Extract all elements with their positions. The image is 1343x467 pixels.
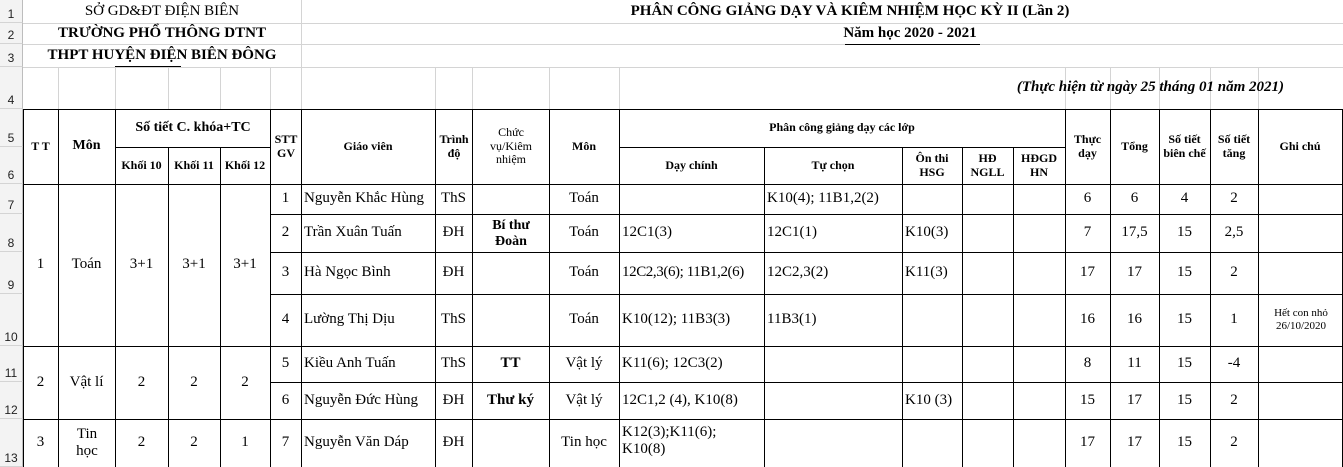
header-grade-11: Khối 11 <box>174 157 214 172</box>
teacher-total: 16 <box>1127 311 1142 328</box>
header-total: Tổng <box>1121 138 1148 153</box>
teacher-role: Bí thư Đoàn <box>492 217 530 249</box>
header-grade-12: Khối 12 <box>224 157 266 172</box>
teacher-staff: 15 <box>1177 434 1192 451</box>
row-header-3[interactable]: 3 <box>0 44 23 67</box>
teacher-extra: -4 <box>1227 355 1241 372</box>
teacher-stt: 7 <box>281 434 290 451</box>
teacher-actual: 6 <box>1083 190 1092 207</box>
teacher-name: Nguyễn Khắc Hùng <box>304 190 424 207</box>
group-grade-12: 3+1 <box>233 256 257 273</box>
teacher-stt: 1 <box>281 190 290 207</box>
row-header-11[interactable]: 11 <box>0 346 23 382</box>
org-line-2: TRƯỜNG PHỔ THÔNG DTNT <box>58 24 266 41</box>
teacher-gifted: K10(3) <box>905 224 949 241</box>
teacher-extra: 2 <box>1230 391 1238 408</box>
effective-date: (Thực hiện từ ngày 25 tháng 01 năm 2021) <box>1016 79 1284 96</box>
school-year: Năm học 2020 - 2021 <box>843 24 977 41</box>
header-degree: Trình độ <box>439 131 469 160</box>
teacher-stt: 3 <box>281 264 290 281</box>
teacher-gifted: K10 (3) <box>905 391 953 408</box>
teacher-main: 12C2,3(6); 11B1,2(6) <box>622 264 744 281</box>
teacher-staff: 15 <box>1177 391 1192 408</box>
org-line-1: SỞ GD&ĐT ĐIỆN BIÊN <box>84 3 240 20</box>
document-title: PHÂN CÔNG GIẢNG DẠY VÀ KIÊM NHIỆM HỌC KỲ II (Lần 2) <box>630 3 1070 20</box>
teacher-name: Trần Xuân Tuấn <box>304 224 402 241</box>
header-subject-2: Môn <box>572 138 596 153</box>
group-grade-10: 2 <box>137 373 146 390</box>
teacher-actual: 17 <box>1080 434 1095 451</box>
row-header-2[interactable]: 2 <box>0 23 23 44</box>
org-line-3: THPT HUYỆN ĐIỆN BIÊN ĐÔNG <box>47 46 277 63</box>
group-subject: Vật lí <box>69 373 104 390</box>
teacher-extra: 1 <box>1230 311 1238 328</box>
row-header-10[interactable]: 10 <box>0 294 23 346</box>
teacher-degree: ĐH <box>442 434 465 451</box>
header-subject: Môn <box>72 138 101 154</box>
teacher-main: K11(6); 12C3(2) <box>622 355 723 372</box>
header-gifted-review: Ôn thi HSG <box>915 150 949 179</box>
teacher-extra: 2,5 <box>1224 224 1244 241</box>
group-grade-10: 2 <box>137 434 146 451</box>
teacher-total: 11 <box>1127 355 1142 372</box>
row-header-8[interactable]: 8 <box>0 214 23 252</box>
header-assignment: Phân công giảng dạy các lớp <box>769 120 915 135</box>
teacher-subject: Toán <box>569 264 599 281</box>
teacher-subject: Tin học <box>561 434 607 451</box>
teacher-name: Lường Thị Dịu <box>304 311 395 328</box>
teacher-main: 12C1,2 (4), K10(8) <box>622 391 738 408</box>
teacher-staff: 15 <box>1177 224 1192 241</box>
teacher-staff: 15 <box>1177 311 1192 328</box>
teacher-degree: ThS <box>440 311 466 328</box>
teacher-note: Hết con nhỏ 26/10/2020 <box>1274 307 1328 332</box>
row-header-9[interactable]: 9 <box>0 252 23 294</box>
group-grade-11: 3+1 <box>182 256 206 273</box>
teacher-main: 12C1(3) <box>622 224 672 241</box>
teacher-degree: ThS <box>440 355 466 372</box>
teacher-actual: 8 <box>1083 355 1092 372</box>
group-tt: 2 <box>36 373 45 390</box>
teacher-name: Nguyễn Văn Dáp <box>304 434 409 451</box>
teacher-role: Thư ký <box>487 391 534 408</box>
teacher-elective: 12C2,3(2) <box>767 264 829 281</box>
teacher-main: K10(12); 11B3(3) <box>622 311 731 328</box>
header-main-teaching: Dạy chính <box>665 157 718 172</box>
teacher-subject: Toán <box>569 224 599 241</box>
teacher-subject: Toán <box>569 311 599 328</box>
teacher-subject: Vật lý <box>565 355 603 372</box>
header-tt: T T <box>31 138 50 153</box>
group-grade-12: 1 <box>241 434 249 451</box>
teacher-subject: Vật lý <box>565 391 603 408</box>
group-subject: Toán <box>71 256 102 273</box>
teacher-name: Kiều Anh Tuấn <box>304 355 396 372</box>
teacher-elective: 12C1(1) <box>767 224 817 241</box>
teacher-role: TT <box>500 355 521 372</box>
teacher-degree: ThS <box>440 190 466 207</box>
teacher-staff: 4 <box>1180 190 1189 207</box>
row-header-5[interactable]: 5 <box>0 109 23 147</box>
group-grade-10: 3+1 <box>129 256 154 273</box>
teacher-gifted: K11(3) <box>905 264 948 281</box>
teacher-stt: 4 <box>281 311 290 328</box>
org-underline <box>115 66 181 67</box>
teacher-extra: 2 <box>1230 190 1238 207</box>
group-grade-11: 2 <box>190 373 198 390</box>
teacher-extra: 2 <box>1230 434 1238 451</box>
header-actual-teaching: Thực dạy <box>1073 131 1102 160</box>
row-header-7[interactable]: 7 <box>0 184 23 214</box>
teacher-total: 6 <box>1130 190 1139 207</box>
group-tt: 1 <box>36 256 45 273</box>
header-note: Ghi chú <box>1279 138 1321 153</box>
teacher-total: 17,5 <box>1121 224 1148 241</box>
teacher-staff: 15 <box>1177 355 1192 372</box>
header-teacher-no: STT GV <box>274 131 298 160</box>
teacher-stt: 5 <box>281 355 290 372</box>
teacher-actual: 16 <box>1080 311 1095 328</box>
teacher-extra: 2 <box>1230 264 1238 281</box>
header-teacher: Giáo viên <box>343 138 393 153</box>
group-subject: Tin học <box>76 425 98 459</box>
school-year-underline <box>845 44 980 45</box>
group-grade-12: 2 <box>241 373 249 390</box>
row-header-1[interactable]: 1 <box>0 0 23 23</box>
teacher-name: Hà Ngọc Bình <box>304 264 391 281</box>
teacher-elective: K10(4); 11B1,2(2) <box>767 190 879 207</box>
teacher-actual: 7 <box>1083 224 1092 241</box>
teacher-elective: 11B3(1) <box>767 311 817 328</box>
teacher-actual: 17 <box>1080 264 1095 281</box>
row-header-12[interactable]: 12 <box>0 382 23 419</box>
teacher-main: K12(3);K11(6); K10(8) <box>622 424 717 458</box>
header-elective: Tự chọn <box>811 157 855 172</box>
header-grade-10: Khối 10 <box>121 157 162 172</box>
teacher-stt: 6 <box>281 391 290 408</box>
header-periods: Số tiết C. khóa+TC <box>135 120 251 136</box>
group-tt: 3 <box>36 434 45 451</box>
header-staff-periods: Số tiết biên chế <box>1163 131 1206 160</box>
teacher-degree: ĐH <box>442 224 465 241</box>
teacher-staff: 15 <box>1177 264 1192 281</box>
row-header-4[interactable]: 4 <box>0 67 23 109</box>
teacher-degree: ĐH <box>442 264 465 281</box>
header-career-guidance: HĐGD HN <box>1021 150 1057 179</box>
header-role: Chức vụ/Kiêm nhiệm <box>490 124 532 167</box>
teacher-total: 17 <box>1127 434 1142 451</box>
teacher-name: Nguyễn Đức Hùng <box>304 391 418 408</box>
group-grade-11: 2 <box>190 434 198 451</box>
row-header-13[interactable]: 13 <box>0 419 23 467</box>
teacher-degree: ĐH <box>442 391 465 408</box>
row-header-6[interactable]: 6 <box>0 147 23 184</box>
teacher-subject: Toán <box>569 190 599 207</box>
teacher-actual: 15 <box>1080 391 1095 408</box>
teacher-stt: 2 <box>281 224 290 241</box>
teacher-total: 17 <box>1127 264 1142 281</box>
header-extra-periods: Số tiết tăng <box>1217 131 1251 160</box>
header-extracurricular: HĐ NGLL <box>970 150 1005 179</box>
teacher-total: 17 <box>1127 391 1142 408</box>
